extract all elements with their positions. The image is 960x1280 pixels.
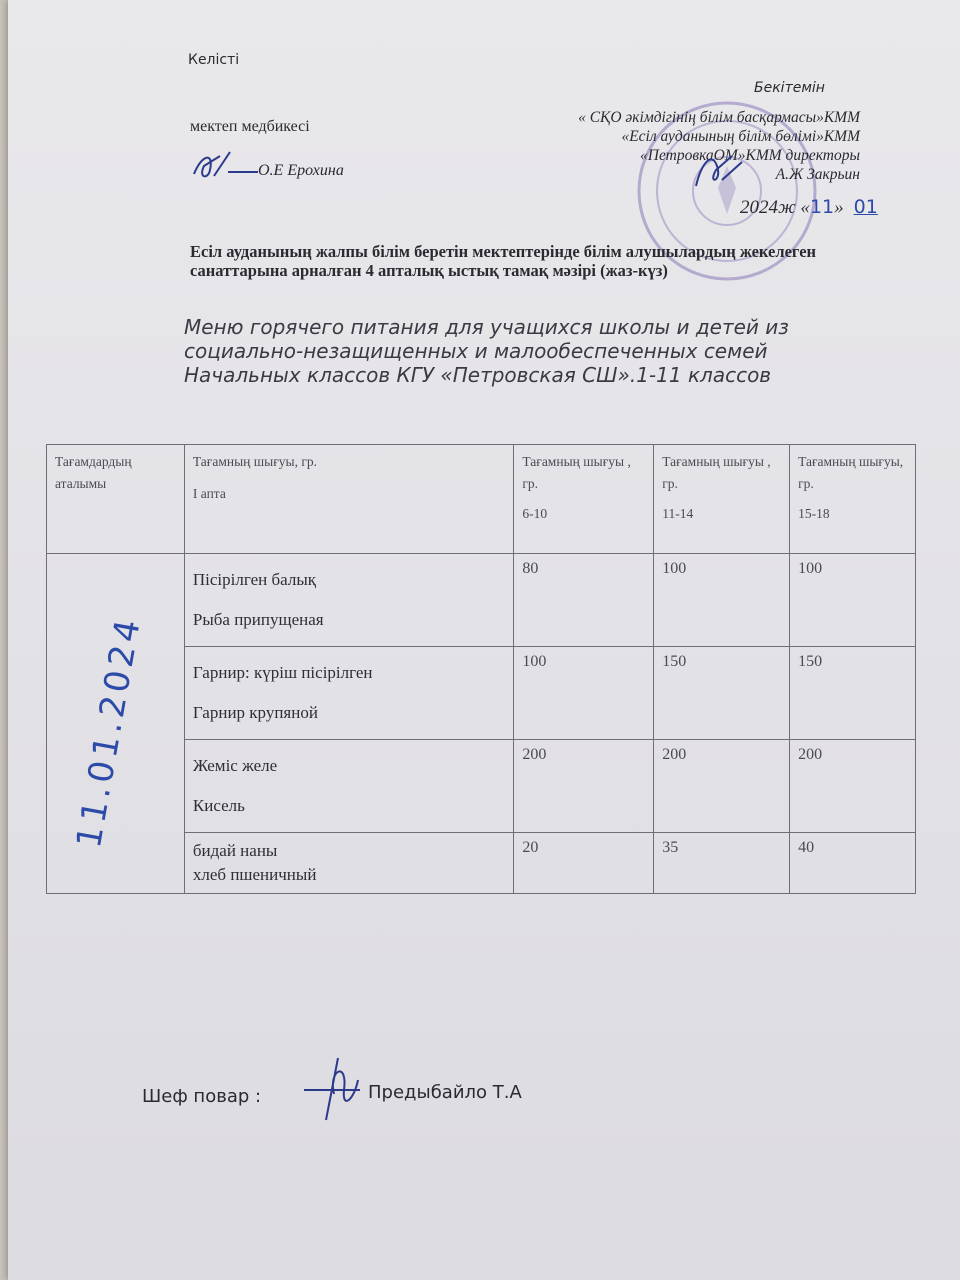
age-range: 11-14 bbox=[662, 506, 694, 521]
header-yield-label: Тағамның шығуы , гр. bbox=[522, 454, 631, 491]
nurse-title: мектеп медбикесі bbox=[190, 118, 310, 135]
yield-15-18: 100 bbox=[790, 554, 916, 647]
menu-title-ru-line3: Начальных классов КГУ «Петровская СШ».1-11 классов bbox=[184, 363, 772, 387]
yield-11-14: 100 bbox=[654, 554, 790, 647]
approval-line-3: «ПетровкаОМ»КММ директоры bbox=[640, 147, 860, 164]
approve-label: Бекітемін bbox=[754, 80, 825, 96]
yield-15-18: 40 bbox=[790, 833, 916, 894]
menu-title-ru-line1: Меню горячего питания для учащихся школы и детей из bbox=[184, 315, 789, 339]
chef-signature bbox=[298, 1050, 368, 1130]
dish-cell bbox=[184, 833, 513, 894]
dish-ru: Кисель bbox=[192, 796, 245, 815]
approval-line-1: « СҚО әкімдігінің білім басқармасы»КММ bbox=[578, 109, 860, 126]
document-page bbox=[8, 0, 960, 1280]
dish-cell bbox=[184, 740, 513, 833]
menu-title-ru-line2: социально-незащищенных и малообеспеченных семей bbox=[184, 339, 768, 363]
dish-kz: Гарнир: күріш пісірілген bbox=[192, 663, 373, 682]
dish-cell bbox=[184, 554, 513, 647]
dish-cell bbox=[184, 647, 513, 740]
director-name: А.Ж Закрьин bbox=[775, 166, 860, 183]
chef-name: Предыбайло Т.А bbox=[368, 1082, 522, 1103]
menu-table bbox=[46, 444, 916, 894]
header-dish-name: Тағамдардың аталымы bbox=[47, 445, 185, 554]
chef-label: Шеф повар : bbox=[142, 1086, 262, 1107]
yield-6-10: 20 bbox=[514, 833, 654, 894]
approval-line-2: «Есіл ауданының білім бөлімі»КММ bbox=[621, 128, 860, 145]
dish-ru: Рыба припущеная bbox=[192, 610, 324, 629]
date-prefix: 2024ж « bbox=[740, 197, 810, 218]
nurse-name: О.Е Ерохина bbox=[258, 162, 344, 179]
header-week: I апта bbox=[192, 486, 226, 501]
dish-ru: Гарнир крупяной bbox=[192, 703, 318, 722]
age-range: 6-10 bbox=[522, 506, 548, 521]
approved-label: Келісті bbox=[188, 52, 240, 68]
date-day: 11 bbox=[809, 196, 835, 218]
yield-6-10: 80 bbox=[514, 554, 654, 647]
date-mid: » bbox=[834, 197, 844, 218]
yield-15-18: 150 bbox=[790, 647, 916, 740]
dish-kz: бидай наны bbox=[192, 841, 278, 860]
yield-6-10: 100 bbox=[514, 647, 654, 740]
age-range: 15-18 bbox=[798, 506, 830, 521]
yield-15-18: 200 bbox=[790, 740, 916, 833]
yield-11-14: 200 bbox=[654, 740, 790, 833]
dish-kz: Пісірілген балық bbox=[192, 570, 317, 589]
yield-11-14: 150 bbox=[654, 647, 790, 740]
menu-title-kz: Есіл ауданының жалпы білім беретін мектептерінде білім алушылардың жекелеген санаттарына арналған 4 апталық ыстық тамақ мәзірі (жаз-күз) bbox=[190, 242, 817, 280]
director-signature bbox=[688, 140, 748, 200]
table-row bbox=[47, 554, 916, 647]
header-yield-label: Тағамның шығуы , гр. bbox=[662, 454, 771, 491]
date-cell bbox=[47, 554, 185, 894]
header-yield-week bbox=[184, 445, 513, 554]
date-month: 01 bbox=[853, 196, 878, 218]
header-yield-label: Тағамның шығуы, гр. bbox=[192, 454, 317, 469]
header-yield-label: Тағамның шығуы, гр. bbox=[798, 454, 904, 491]
yield-11-14: 35 bbox=[654, 833, 790, 894]
menu-title-ru bbox=[184, 315, 884, 387]
dish-kz: Жеміс желе bbox=[192, 756, 278, 775]
header-age-15-18 bbox=[790, 445, 916, 554]
yield-6-10: 200 bbox=[514, 740, 654, 833]
handwritten-date: 11.01.2024 bbox=[69, 612, 150, 851]
header-age-6-10 bbox=[514, 445, 654, 554]
dish-ru: хлеб пшеничный bbox=[192, 865, 317, 884]
approval-date bbox=[740, 196, 878, 219]
nurse-signature bbox=[184, 146, 264, 186]
header-age-11-14 bbox=[654, 445, 790, 554]
table-header-row bbox=[47, 445, 916, 554]
